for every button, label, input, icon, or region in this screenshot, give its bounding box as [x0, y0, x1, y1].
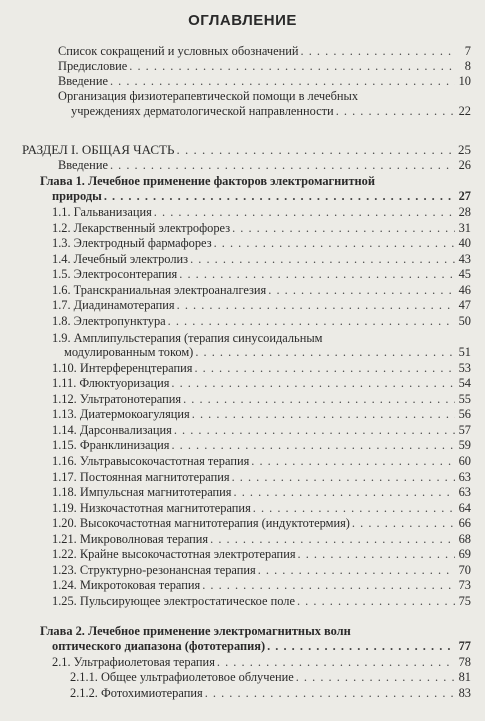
toc-entry — [58, 74, 471, 89]
toc-entry — [52, 298, 471, 313]
toc-entry-label: 1.18. Импульсная магнитотерапия — [52, 485, 232, 499]
toc-entry-page: 83 — [458, 686, 471, 700]
toc-entry — [52, 361, 471, 376]
toc-entry-label: 1.15. Франклинизация — [52, 438, 170, 452]
toc-section-label: РАЗДЕЛ I. ОБЩАЯ ЧАСТЬ — [22, 142, 175, 157]
toc-entry-label: 1.7. Диадинамотерапия — [52, 298, 175, 312]
toc-entry-label: 2.1.1. Общее ультрафиолетовое облучение — [70, 670, 294, 684]
toc-entry-page: 78 — [458, 655, 471, 669]
toc-entry — [52, 470, 471, 485]
toc-entry — [52, 547, 471, 562]
toc-entry-page: 63 — [458, 470, 471, 484]
toc-entry-page: 64 — [458, 501, 471, 515]
toc-entry — [52, 376, 471, 391]
toc-chapter-label: оптического диапазона (фототерапия) — [52, 639, 266, 653]
toc-section-page: 25 — [458, 142, 471, 157]
toc-entry — [52, 438, 471, 453]
toc-entry — [52, 485, 471, 500]
toc-entry — [71, 104, 471, 119]
toc-entry-page: 51 — [458, 345, 471, 359]
toc-entry-label: 1.24. Микротоковая терапия — [52, 578, 201, 592]
toc-entry — [58, 158, 471, 173]
toc-entry-label: 1.25. Пульсирующее электростатическое поле — [52, 594, 295, 608]
toc-entry-page: 68 — [458, 532, 471, 546]
toc-entry-page: 31 — [458, 221, 471, 235]
toc-entry — [52, 267, 471, 282]
toc-entry — [70, 686, 471, 701]
toc-entry-page: 28 — [458, 205, 471, 219]
toc-entry-page: 81 — [458, 670, 471, 684]
toc-entry-page: 8 — [464, 59, 471, 73]
toc-entry-page: 7 — [464, 44, 471, 58]
toc-entry-label: 1.23. Структурно-резонансная терапия — [52, 563, 256, 577]
toc-entry-label: Введение — [58, 74, 108, 88]
toc-entry-label: 1.12. Ультратонотерапия — [52, 392, 182, 406]
toc-entry — [52, 532, 471, 547]
toc-entry — [52, 221, 471, 236]
toc-entry-label: 1.10. Интерференцтерапия — [52, 361, 193, 375]
toc-entry-label: 1.13. Диатермокоагуляция — [52, 407, 190, 421]
toc-entry-label: 1.8. Электропунктура — [52, 314, 166, 328]
toc-chapter-page: 77 — [458, 639, 471, 653]
toc-entry-label: Введение — [58, 158, 108, 172]
toc-entry-page: 54 — [458, 376, 471, 390]
toc-entry-label: 1.11. Флюктуоризация — [52, 376, 170, 390]
toc-entry — [64, 345, 471, 360]
toc-entry-page: 40 — [458, 236, 471, 250]
toc-entry-page: 45 — [458, 267, 471, 281]
toc-entry-label: 1.1. Гальванизация — [52, 205, 152, 219]
toc-chapter-page: 27 — [458, 189, 471, 203]
toc-entry — [70, 670, 471, 685]
toc-entry-label: 1.21. Микроволновая терапия — [52, 532, 209, 546]
toc-chapter — [52, 189, 471, 204]
toc-entry — [52, 252, 471, 267]
toc-entry-label: 1.16. Ультравысокочастотная терапия — [52, 454, 250, 468]
toc-entry-page: 57 — [458, 423, 471, 437]
toc-chapter-label: природы — [52, 189, 102, 203]
toc-entry — [52, 454, 471, 469]
toc-entry — [58, 59, 471, 74]
toc-entry-page: 55 — [458, 392, 471, 406]
page-title: ОГЛАВЛЕНИЕ — [188, 12, 297, 29]
toc-entry-label: Список сокращений и условных обозначений — [58, 44, 299, 58]
toc-entry-label: модулированным током) — [64, 345, 194, 359]
toc-entry-page: 70 — [458, 563, 471, 577]
toc-entry-page: 10 — [458, 74, 471, 88]
toc-entry — [52, 236, 471, 251]
toc-entry — [52, 578, 471, 593]
toc-entry — [52, 407, 471, 422]
toc-entry-label: 2.1. Ультрафиолетовая терапия — [52, 655, 215, 669]
toc-entry-label: 1.22. Крайне высокочастотная электротерапия — [52, 547, 296, 561]
toc-entry-page: 56 — [458, 407, 471, 421]
toc-entry-page: 47 — [458, 298, 471, 312]
toc-entry-page: 73 — [458, 578, 471, 592]
toc-chapter — [52, 639, 471, 654]
toc-entry-page: 59 — [458, 438, 471, 452]
toc-entry-page: 22 — [458, 104, 471, 118]
toc-entry — [52, 423, 471, 438]
toc-entry — [52, 283, 471, 298]
toc-entry — [52, 594, 471, 609]
chapter-heading-line1: Глава 2. Лечебное применение электромагнитных волн — [40, 624, 351, 638]
toc-entry-page: 60 — [458, 454, 471, 468]
toc-entry-page: 69 — [458, 547, 471, 561]
toc-entry-label: 1.4. Лечебный электролиз — [52, 252, 189, 266]
toc-entry-page: 50 — [458, 314, 471, 328]
toc-entry-label: Предисловие — [58, 59, 128, 73]
toc-entry — [52, 655, 471, 670]
toc-entry — [52, 516, 471, 531]
toc-entry-label: 1.2. Лекарственный электрофорез — [52, 221, 231, 235]
toc-section — [22, 142, 471, 157]
toc-entry — [52, 563, 471, 578]
toc-entry-page: 26 — [458, 158, 471, 172]
toc-entry-label: 1.6. Транскраниальная электроаналгезия — [52, 283, 267, 297]
toc-entry-label-line1: Организация физиотерапевтической помощи в лечебных — [58, 89, 359, 103]
toc-entry — [52, 314, 471, 329]
toc-entry-page: 46 — [458, 283, 471, 297]
toc-entry — [52, 205, 471, 220]
toc-entry-page: 66 — [458, 516, 471, 530]
toc-entry-page: 75 — [458, 594, 471, 608]
toc-entry-label-line1: 1.9. Амплипульстерапия (терапия синусоидальным — [52, 331, 323, 345]
toc-entry-page: 53 — [458, 361, 471, 375]
chapter-heading-line1: Глава 1. Лечебное применение факторов электромагнитной — [40, 174, 375, 188]
toc-entry-page: 43 — [458, 252, 471, 266]
toc-entry — [52, 392, 471, 407]
toc-entry-label: 1.14. Дарсонвализация — [52, 423, 172, 437]
toc-entry-page: 63 — [458, 485, 471, 499]
toc-entry — [58, 44, 471, 59]
toc-entry-label: 2.1.2. Фотохимиотерапия — [70, 686, 203, 700]
toc-entry-label: 1.3. Электродный фармафорез — [52, 236, 212, 250]
toc-entry-label: учреждениях дерматологической направленности — [71, 104, 334, 118]
toc-entry-label: 1.17. Постоянная магнитотерапия — [52, 470, 230, 484]
toc-entry-label: 1.5. Электросонтерапия — [52, 267, 178, 281]
toc-entry-label: 1.20. Высокочастотная магнитотерапия (индуктотермия) — [52, 516, 350, 530]
toc-entry-label: 1.19. Низкочастотная магнитотерапия — [52, 501, 251, 515]
toc-entry — [52, 501, 471, 516]
